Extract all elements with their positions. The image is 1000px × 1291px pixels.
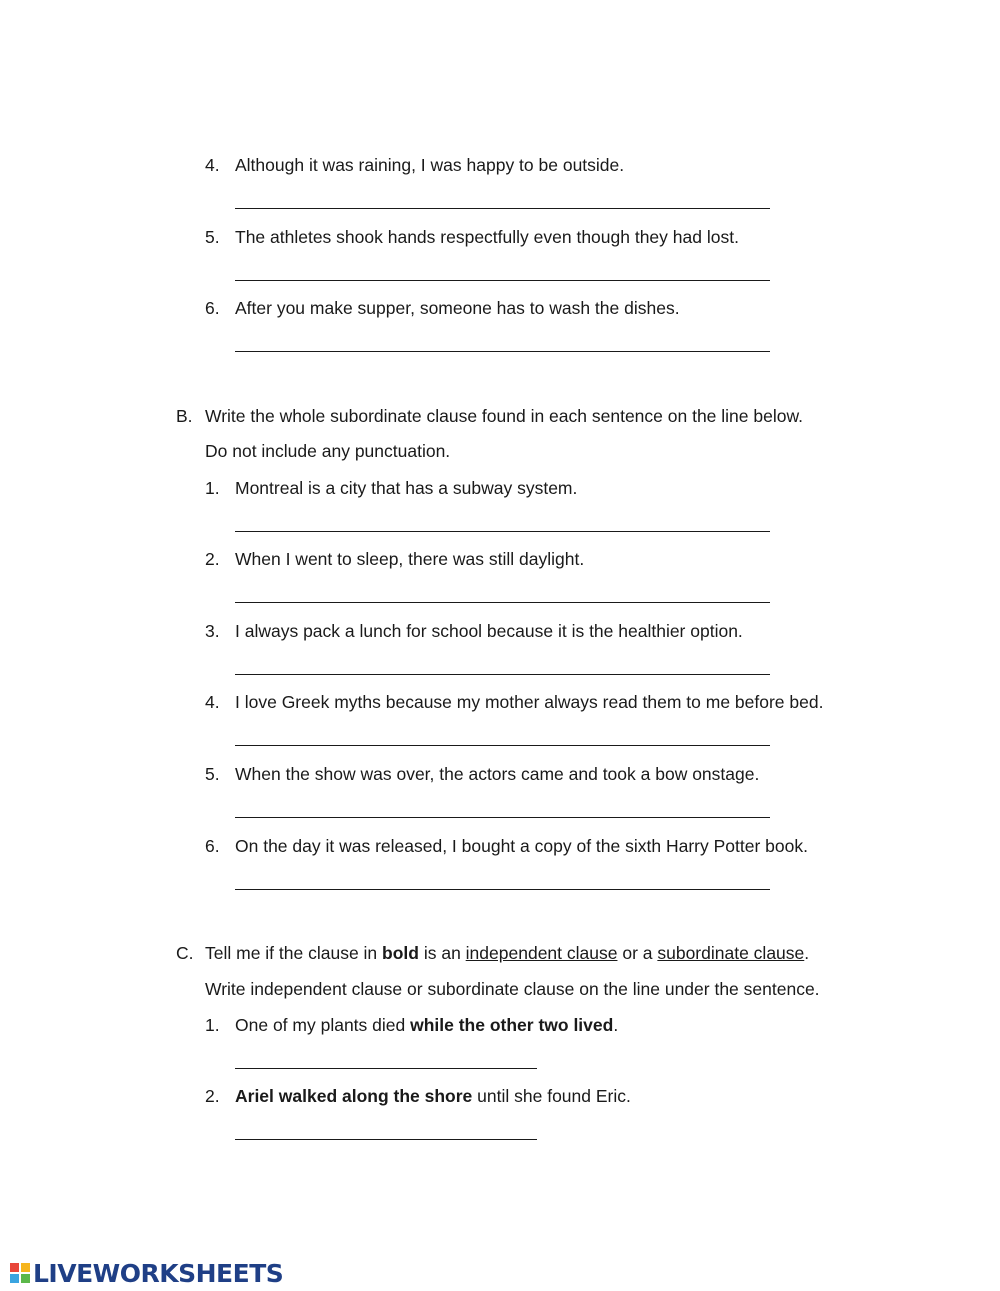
- sentence-b1: Montreal is a city that has a subway system.: [235, 478, 578, 498]
- sentence-b5: When the show was over, the actors came and took a bow onstage.: [235, 764, 760, 784]
- item-number: 2.: [205, 549, 220, 569]
- answer-line-c2[interactable]: [235, 1139, 537, 1140]
- item-number: 5.: [205, 764, 220, 784]
- section-c-instruction: Tell me if the clause in bold is an independent clause or a subordinate clause.: [205, 943, 810, 963]
- logo-text: LIVEWORKSHEETS: [33, 1258, 284, 1288]
- item-number: 4.: [205, 692, 220, 712]
- item-number: 5.: [205, 227, 220, 247]
- answer-line-a6[interactable]: [235, 351, 770, 352]
- item-number: 4.: [205, 155, 220, 175]
- item-number: 1.: [205, 1015, 220, 1035]
- answer-line-b4[interactable]: [235, 745, 770, 746]
- item-number: 6.: [205, 298, 220, 318]
- sentence-b6: On the day it was released, I bought a copy of the sixth Harry Potter book.: [235, 836, 808, 856]
- item-number: 1.: [205, 478, 220, 498]
- section-b-instruction-2: Do not include any punctuation.: [205, 441, 451, 461]
- sentence-b3: I always pack a lunch for school because it is the healthier option.: [235, 621, 743, 641]
- sentence-b2: When I went to sleep, there was still daylight.: [235, 549, 585, 569]
- answer-line-a4[interactable]: [235, 208, 770, 209]
- liveworksheets-logo[interactable]: [10, 1258, 283, 1288]
- sentence-b4: I love Greek myths because my mother always read them to me before bed.: [235, 692, 824, 712]
- answer-line-b5[interactable]: [235, 817, 770, 818]
- answer-line-b2[interactable]: [235, 602, 770, 603]
- answer-line-b3[interactable]: [235, 674, 770, 675]
- item-number: 2.: [205, 1086, 220, 1106]
- sentence-a4: Although it was raining, I was happy to be outside.: [235, 155, 625, 175]
- item-number: 6.: [205, 836, 220, 856]
- section-c-instruction-2: Write independent clause or subordinate clause on the line under the sentence.: [205, 979, 820, 999]
- sentence-a6: After you make supper, someone has to wash the dishes.: [235, 298, 680, 318]
- section-b-instruction: Write the whole subordinate clause found in each sentence on the line below.: [205, 406, 803, 426]
- logo-blocks-icon: [10, 1263, 30, 1283]
- answer-line-b6[interactable]: [235, 889, 770, 890]
- section-letter-b: B.: [176, 406, 193, 426]
- answer-line-b1[interactable]: [235, 531, 770, 532]
- sentence-a5: The athletes shook hands respectfully even though they had lost.: [235, 227, 739, 247]
- section-letter-c: C.: [176, 943, 194, 963]
- sentence-c2: Ariel walked along the shore until she found Eric.: [235, 1086, 631, 1106]
- sentence-c1: One of my plants died while the other two lived.: [235, 1015, 619, 1035]
- answer-line-a5[interactable]: [235, 280, 770, 281]
- answer-line-c1[interactable]: [235, 1068, 537, 1069]
- item-number: 3.: [205, 621, 220, 641]
